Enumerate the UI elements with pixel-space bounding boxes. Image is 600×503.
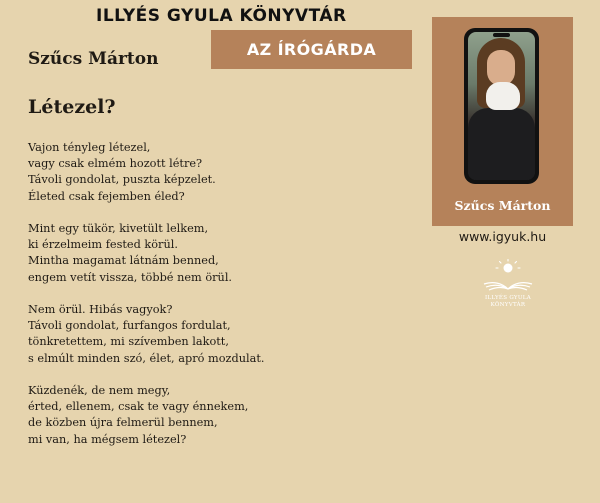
library-logo [478,259,538,313]
poem-line: Életed csak fejemben éled? [28,189,185,203]
poem-line: Vajon tényleg létezel, [28,141,151,154]
poem-body [28,140,388,464]
poem-line: Nem örül. Hibás vagyok? [28,303,173,316]
poem-line: érted, ellenem, csak te vagy énnekem, [28,400,249,414]
logo-line: ILLYÉS GYULA [484,295,532,301]
section-banner: AZ ÍRÓGÁRDA [211,30,412,69]
poem-line: mi van, ha mégsem létezel? [28,432,187,446]
poem-line: vagy csak elmém hozott létre? [28,157,203,171]
logo-text [478,295,538,308]
poem-stanza [28,302,388,367]
poem-line: engem vetít vissza, többé nem örül. [28,270,233,284]
poem-stanza [28,383,388,448]
poem-stanza [28,140,388,205]
poem-line: Küzdenék, de nem megy, [28,384,171,397]
phone-frame [464,28,539,184]
poem-title: Létezel? [28,96,116,118]
photo-face [487,50,515,86]
poem-line: Távoli gondolat, furfangos fordulat, [28,319,231,333]
poem-line: ki érzelmeim fested körül. [28,238,178,252]
photo-body [468,108,535,180]
website-link[interactable]: www.igyuk.hu [458,229,547,244]
photo-cat [486,82,520,110]
author-photo [468,32,535,180]
author-card [432,17,573,226]
poem-stanza [28,221,388,286]
poem-line: de közben újra felmerül bennem, [28,416,218,430]
poem-line: tönkretettem, mi szívemben lakott, [28,335,229,349]
author-name: Szűcs Márton [28,49,159,69]
logo-line: KÖNYVTÁR [490,301,526,308]
poem-line: Távoli gondolat, puszta képzelet. [28,173,216,187]
poem-line: Mintha magamat látnám benned, [28,254,219,268]
poem-line: s elmúlt minden szó, élet, apró mozdulat. [28,351,265,365]
open-book-sun-icon [478,259,538,295]
phone-notch [493,33,510,37]
poem-line: Mint egy tükör, kivetült lelkem, [28,222,209,235]
card-author-name: Szűcs Márton [454,198,551,213]
library-title: ILLYÉS GYULA KÖNYVTÁR [96,6,347,26]
